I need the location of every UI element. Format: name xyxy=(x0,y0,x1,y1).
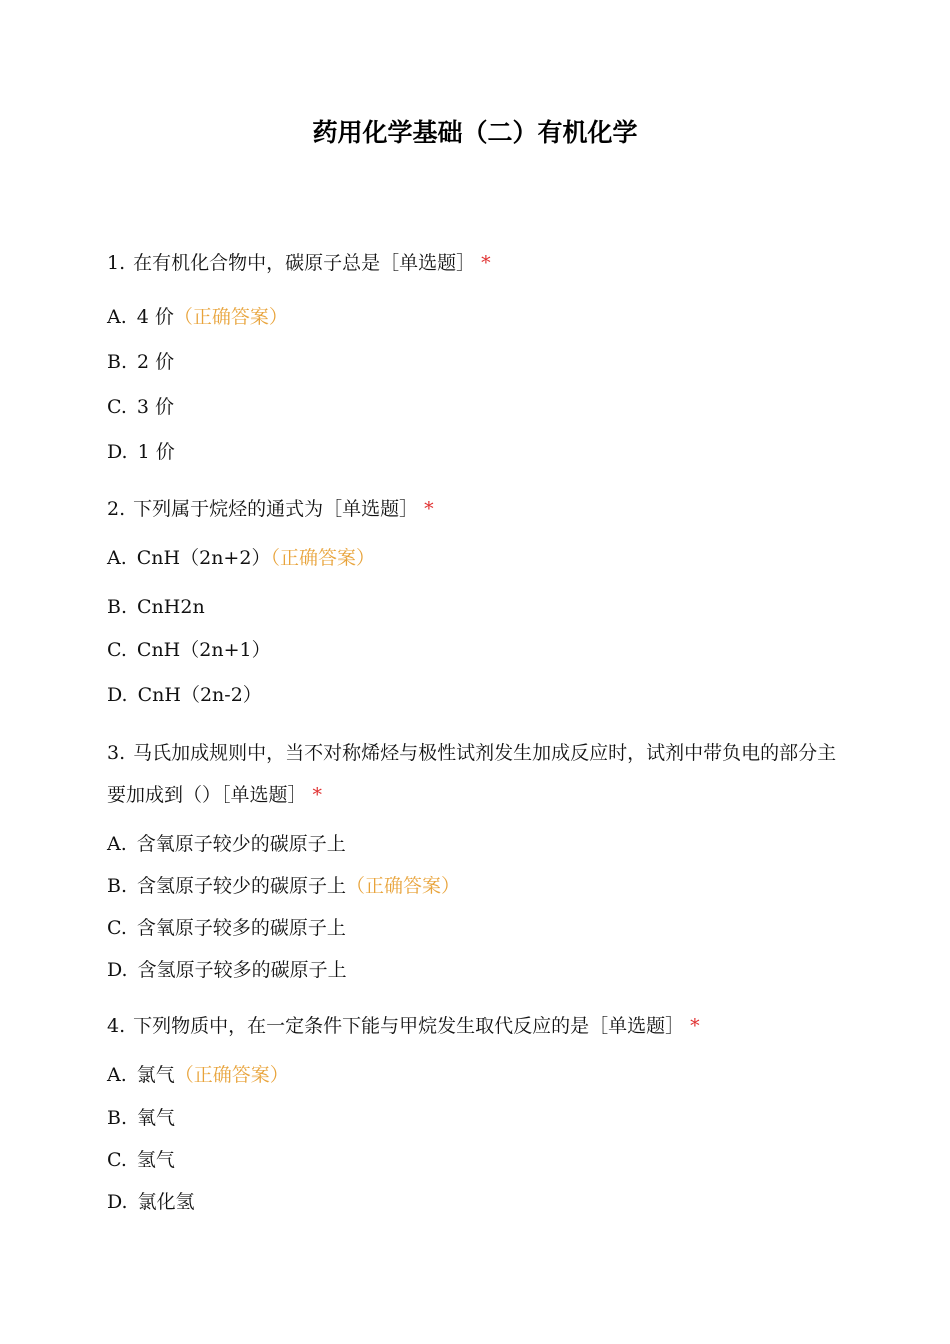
option-3b xyxy=(107,872,460,900)
option-text: 含氧原子较少的碳原子上 xyxy=(136,833,346,855)
option-4d xyxy=(107,1188,195,1216)
question-text: 下列物质中，在一定条件下能与甲烷发生取代反应的是［单选题］ xyxy=(133,1015,685,1037)
option-text: 含氢原子较少的碳原子上 xyxy=(137,875,347,897)
question-text: 马氏加成规则中，当不对称烯烃与极性试剂发生加成反应时，试剂中带负电的部分主要加成到（）［单选题］ xyxy=(107,742,837,806)
question-text: 在有机化合物中，碳原子总是［单选题］ xyxy=(133,252,476,274)
option-3c xyxy=(107,914,346,942)
option-letter: B. xyxy=(107,351,128,373)
question-1 xyxy=(107,249,491,277)
option-1d xyxy=(107,438,175,466)
option-text: 2 价 xyxy=(137,351,175,373)
option-4b xyxy=(107,1104,175,1132)
option-4c xyxy=(107,1146,175,1174)
correct-answer-tag: （正确答案） xyxy=(346,875,461,897)
option-letter: D. xyxy=(107,684,128,706)
option-text: CnH（2n+2） xyxy=(136,547,271,569)
correct-answer-tag: （正确答案） xyxy=(173,306,288,328)
option-text: 1 价 xyxy=(137,441,175,463)
required-mark: * xyxy=(312,784,323,806)
option-text: 氧气 xyxy=(137,1107,176,1129)
option-3a xyxy=(107,830,346,858)
question-4 xyxy=(107,1012,700,1040)
option-letter: D. xyxy=(107,959,128,981)
option-letter: C. xyxy=(107,1149,127,1171)
option-letter: A. xyxy=(107,833,127,855)
page-title: 药用化学基础（二）有机化学 xyxy=(312,118,638,147)
option-letter: D. xyxy=(107,441,128,463)
option-3d xyxy=(107,956,347,984)
required-mark: * xyxy=(481,252,491,274)
option-text: 氢气 xyxy=(136,1149,175,1171)
option-4a xyxy=(107,1061,289,1089)
question-number: 2. xyxy=(107,498,126,520)
option-letter: B. xyxy=(107,596,128,618)
option-letter: C. xyxy=(107,917,127,939)
option-letter: C. xyxy=(107,639,127,661)
option-1a xyxy=(107,303,288,331)
option-text: 含氧原子较多的碳原子上 xyxy=(136,917,346,939)
question-number: 4. xyxy=(107,1015,126,1037)
correct-answer-tag: （正确答案） xyxy=(174,1064,289,1086)
option-2a xyxy=(107,544,375,572)
question-text: 下列属于烷烃的通式为［单选题］ xyxy=(133,498,419,520)
option-text: CnH（2n+1） xyxy=(136,639,271,661)
option-letter: B. xyxy=(107,875,128,897)
option-letter: A. xyxy=(107,547,127,569)
question-3 xyxy=(107,732,847,816)
option-text: 4 价 xyxy=(136,306,174,328)
option-2c xyxy=(107,636,271,664)
option-text: 氯化氢 xyxy=(137,1191,195,1213)
option-2b xyxy=(107,593,205,621)
option-1b xyxy=(107,348,174,376)
option-letter: B. xyxy=(107,1107,128,1129)
correct-answer-tag: （正确答案） xyxy=(270,547,375,569)
option-letter: A. xyxy=(107,1064,127,1086)
option-letter: D. xyxy=(107,1191,128,1213)
question-number: 3. xyxy=(107,742,126,764)
option-letter: A. xyxy=(107,306,127,328)
option-letter: C. xyxy=(107,396,127,418)
question-number: 1. xyxy=(107,252,126,274)
option-1c xyxy=(107,393,174,421)
required-mark: * xyxy=(690,1015,700,1037)
question-2 xyxy=(107,495,434,523)
option-text: 含氢原子较多的碳原子上 xyxy=(137,959,347,981)
option-text: 氯气 xyxy=(136,1064,175,1086)
required-mark: * xyxy=(424,498,434,520)
option-text: CnH（2n-2） xyxy=(137,684,262,706)
option-text: 3 价 xyxy=(136,396,175,418)
option-2d xyxy=(107,681,262,709)
option-text: CnH2n xyxy=(137,596,205,618)
